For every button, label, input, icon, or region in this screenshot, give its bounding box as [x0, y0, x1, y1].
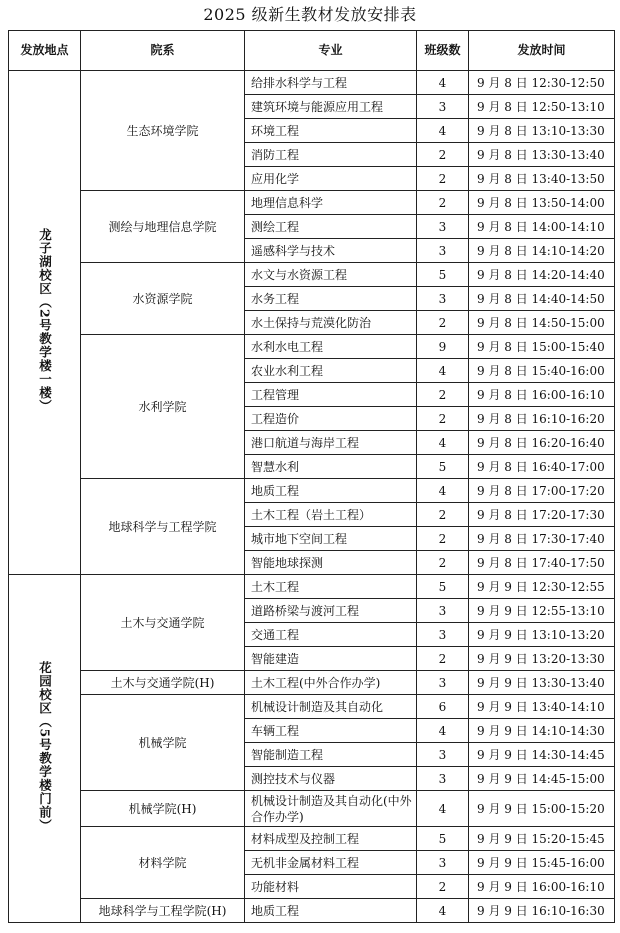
classes-cell: 3 — [417, 239, 469, 263]
major-cell: 车辆工程 — [245, 719, 417, 743]
header-time: 发放时间 — [469, 31, 615, 71]
classes-cell: 2 — [417, 551, 469, 575]
time-cell: 9 月 9 日 15:45-16:00 — [469, 851, 615, 875]
major-cell: 工程造价 — [245, 407, 417, 431]
major-cell: 遥感科学与技术 — [245, 239, 417, 263]
time-cell: 9 月 9 日 14:45-15:00 — [469, 767, 615, 791]
site-label: 龙子湖校区（2号教学楼一楼） — [37, 228, 53, 414]
dept-cell: 地球科学与工程学院(H) — [81, 899, 245, 923]
time-cell: 9 月 9 日 15:20-15:45 — [469, 827, 615, 851]
classes-cell: 2 — [417, 191, 469, 215]
major-cell: 水利水电工程 — [245, 335, 417, 359]
site-cell — [9, 71, 81, 575]
major-cell: 土木工程(中外合作办学) — [245, 671, 417, 695]
page-title: 2025 级新生教材发放安排表 — [203, 5, 417, 24]
site-label: 花园校区（5号教学楼门前） — [37, 661, 53, 833]
time-cell: 9 月 8 日 15:00-15:40 — [469, 335, 615, 359]
major-cell: 智能制造工程 — [245, 743, 417, 767]
header-classes: 班级数 — [417, 31, 469, 71]
classes-cell: 4 — [417, 791, 469, 827]
time-cell: 9 月 8 日 14:20-14:40 — [469, 263, 615, 287]
table-row — [9, 71, 615, 95]
classes-cell: 2 — [417, 527, 469, 551]
major-cell: 测绘工程 — [245, 215, 417, 239]
time-cell: 9 月 8 日 13:40-13:50 — [469, 167, 615, 191]
classes-cell: 4 — [417, 479, 469, 503]
major-cell: 土木工程 — [245, 575, 417, 599]
major-cell: 水土保持与荒漠化防治 — [245, 311, 417, 335]
table-row — [9, 335, 615, 359]
classes-cell: 3 — [417, 767, 469, 791]
major-cell: 测控技术与仪器 — [245, 767, 417, 791]
major-cell: 水务工程 — [245, 287, 417, 311]
time-cell: 9 月 8 日 17:20-17:30 — [469, 503, 615, 527]
time-cell: 9 月 9 日 14:10-14:30 — [469, 719, 615, 743]
classes-cell: 3 — [417, 671, 469, 695]
time-cell: 9 月 8 日 12:50-13:10 — [469, 95, 615, 119]
major-cell: 材料成型及控制工程 — [245, 827, 417, 851]
time-cell: 9 月 8 日 17:40-17:50 — [469, 551, 615, 575]
classes-cell: 4 — [417, 719, 469, 743]
table-row — [9, 191, 615, 215]
classes-cell: 4 — [417, 119, 469, 143]
time-cell: 9 月 9 日 16:00-16:10 — [469, 875, 615, 899]
classes-cell: 5 — [417, 827, 469, 851]
classes-cell: 3 — [417, 851, 469, 875]
time-cell: 9 月 8 日 16:40-17:00 — [469, 455, 615, 479]
time-cell: 9 月 8 日 14:00-14:10 — [469, 215, 615, 239]
time-cell: 9 月 9 日 16:10-16:30 — [469, 899, 615, 923]
time-cell: 9 月 8 日 14:50-15:00 — [469, 311, 615, 335]
classes-cell: 2 — [417, 503, 469, 527]
table-row — [9, 479, 615, 503]
dept-cell: 生态环境学院 — [81, 71, 245, 191]
time-cell: 9 月 8 日 16:20-16:40 — [469, 431, 615, 455]
classes-cell: 2 — [417, 383, 469, 407]
major-cell: 智能地球探测 — [245, 551, 417, 575]
dept-cell: 水资源学院 — [81, 263, 245, 335]
classes-cell: 5 — [417, 575, 469, 599]
classes-cell: 3 — [417, 287, 469, 311]
table-row — [9, 695, 615, 719]
major-cell: 地质工程 — [245, 479, 417, 503]
time-cell: 9 月 9 日 13:30-13:40 — [469, 671, 615, 695]
time-cell: 9 月 8 日 17:30-17:40 — [469, 527, 615, 551]
header-site: 发放地点 — [9, 31, 81, 71]
dept-cell: 土木与交通学院 — [81, 575, 245, 671]
schedule-table — [8, 30, 615, 923]
table-row — [9, 671, 615, 695]
classes-cell: 2 — [417, 407, 469, 431]
table-row — [9, 263, 615, 287]
time-cell: 9 月 9 日 13:10-13:20 — [469, 623, 615, 647]
classes-cell: 3 — [417, 215, 469, 239]
classes-cell: 3 — [417, 623, 469, 647]
classes-cell: 4 — [417, 71, 469, 95]
major-cell: 地理信息科学 — [245, 191, 417, 215]
dept-cell: 水利学院 — [81, 335, 245, 479]
classes-cell: 2 — [417, 143, 469, 167]
classes-cell: 3 — [417, 599, 469, 623]
table-row — [9, 899, 615, 923]
major-cell: 建筑环境与能源应用工程 — [245, 95, 417, 119]
classes-cell: 9 — [417, 335, 469, 359]
major-cell: 智能建造 — [245, 647, 417, 671]
major-cell: 城市地下空间工程 — [245, 527, 417, 551]
time-cell: 9 月 8 日 14:10-14:20 — [469, 239, 615, 263]
time-cell: 9 月 8 日 16:10-16:20 — [469, 407, 615, 431]
time-cell: 9 月 9 日 13:20-13:30 — [469, 647, 615, 671]
major-cell: 应用化学 — [245, 167, 417, 191]
classes-cell: 3 — [417, 743, 469, 767]
major-cell: 智慧水利 — [245, 455, 417, 479]
time-cell: 9 月 9 日 14:30-14:45 — [469, 743, 615, 767]
classes-cell: 5 — [417, 263, 469, 287]
major-cell: 港口航道与海岸工程 — [245, 431, 417, 455]
major-cell: 消防工程 — [245, 143, 417, 167]
major-cell: 农业水利工程 — [245, 359, 417, 383]
classes-cell: 4 — [417, 359, 469, 383]
site-cell — [9, 575, 81, 923]
major-cell: 土木工程（岩土工程） — [245, 503, 417, 527]
time-cell: 9 月 8 日 13:50-14:00 — [469, 191, 615, 215]
time-cell: 9 月 8 日 14:40-14:50 — [469, 287, 615, 311]
classes-cell: 4 — [417, 431, 469, 455]
classes-cell: 4 — [417, 899, 469, 923]
time-cell: 9 月 9 日 12:55-13:10 — [469, 599, 615, 623]
dept-cell: 测绘与地理信息学院 — [81, 191, 245, 263]
time-cell: 9 月 8 日 13:10-13:30 — [469, 119, 615, 143]
major-cell: 环境工程 — [245, 119, 417, 143]
classes-cell: 2 — [417, 647, 469, 671]
classes-cell: 5 — [417, 455, 469, 479]
time-cell: 9 月 8 日 16:00-16:10 — [469, 383, 615, 407]
classes-cell: 6 — [417, 695, 469, 719]
header-dept: 院系 — [81, 31, 245, 71]
major-cell: 给排水科学与工程 — [245, 71, 417, 95]
major-cell: 机械设计制造及其自动化 — [245, 695, 417, 719]
major-cell: 道路桥梁与渡河工程 — [245, 599, 417, 623]
time-cell: 9 月 8 日 13:30-13:40 — [469, 143, 615, 167]
header-major: 专业 — [245, 31, 417, 71]
table-row — [9, 791, 615, 827]
major-cell: 交通工程 — [245, 623, 417, 647]
dept-cell: 地球科学与工程学院 — [81, 479, 245, 575]
major-cell: 无机非金属材料工程 — [245, 851, 417, 875]
time-cell: 9 月 8 日 12:30-12:50 — [469, 71, 615, 95]
table-row — [9, 827, 615, 851]
dept-cell: 机械学院(H) — [81, 791, 245, 827]
major-cell: 地质工程 — [245, 899, 417, 923]
major-cell: 工程管理 — [245, 383, 417, 407]
time-cell: 9 月 8 日 17:00-17:20 — [469, 479, 615, 503]
classes-cell: 2 — [417, 311, 469, 335]
dept-cell: 材料学院 — [81, 827, 245, 899]
table-row — [9, 575, 615, 599]
major-cell: 功能材料 — [245, 875, 417, 899]
classes-cell: 3 — [417, 95, 469, 119]
dept-cell: 土木与交通学院(H) — [81, 671, 245, 695]
classes-cell: 2 — [417, 167, 469, 191]
classes-cell: 2 — [417, 875, 469, 899]
major-cell: 水文与水资源工程 — [245, 263, 417, 287]
major-cell: 机械设计制造及其自动化(中外合作办学) — [245, 791, 417, 827]
time-cell: 9 月 9 日 12:30-12:55 — [469, 575, 615, 599]
dept-cell: 机械学院 — [81, 695, 245, 791]
time-cell: 9 月 9 日 13:40-14:10 — [469, 695, 615, 719]
time-cell: 9 月 8 日 15:40-16:00 — [469, 359, 615, 383]
header-row — [9, 31, 615, 71]
time-cell: 9 月 9 日 15:00-15:20 — [469, 791, 615, 827]
